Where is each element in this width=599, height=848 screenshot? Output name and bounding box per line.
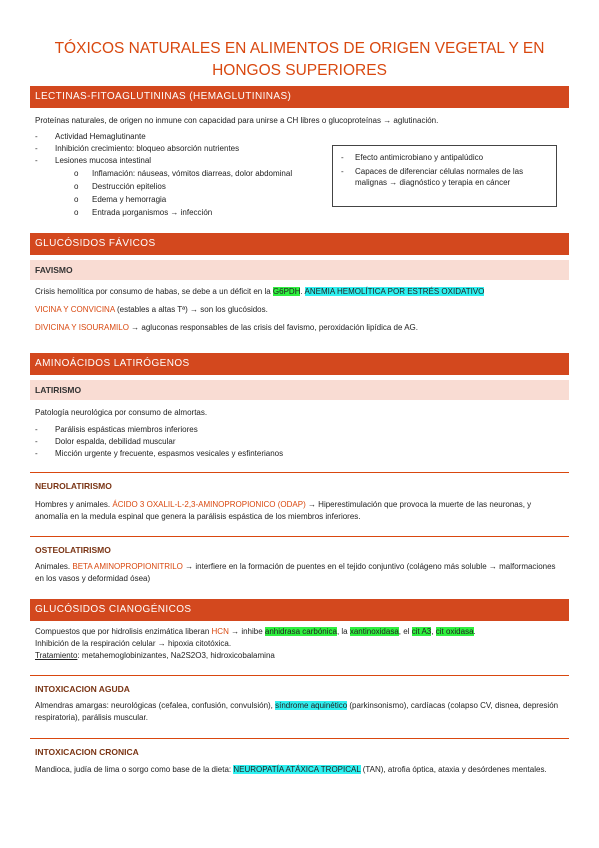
list-item: - Dolor espalda, debilidad muscular: [35, 437, 176, 446]
list-item: o Destrucción epitelios: [74, 182, 166, 191]
list-item: o Edema y hemorragia: [74, 195, 167, 204]
list-item: o Inflamación: náuseas, vómitos diarreas, dolor abdominal: [74, 169, 293, 178]
list-item: - Lesiones mucosa intestinal: [35, 156, 152, 165]
favismo-paragraph-2: VICINA Y CONVICINA (estables a altas Tª) → son los glucósidos.: [35, 305, 268, 314]
neurolatirismo-paragraph: Hombres y animales. ÁCIDO 3 OXALIL-L-2,3-AMINOPROPIONICO (ODAP) → Hiperestimulación que provoca la muerte de las neuronas, y anomalía en la medula espinal que genera la parálisis espástica de los miembros inferiores.: [35, 500, 532, 521]
lectinas-box: [332, 145, 557, 207]
subheader-latirismo: LATIRISMO: [30, 380, 569, 400]
list-item: - Micción urgente y frecuente, espasmos vesicales y esfinterianos: [35, 449, 284, 458]
list-item: - Parálisis espásticas miembros inferiores: [35, 425, 198, 434]
section-header-lectinas: LECTINAS-FITOAGLUTININAS (HEMAGLUTININAS): [30, 86, 569, 108]
cianogenicos-line-1: Compuestos que por hidrolisis enzimática liberan HCN → inhibe anhidrasa carbónica, la xantinoxidasa, el cit A3, cit oxidasa.: [35, 627, 476, 636]
intoxicacion-cronica-paragraph: Mandioca, judía de lima o sorgo como base de la dieta: NEUROPATÍA ATÁXICA TROPICAL (TAN), atrofia óptica, ataxia y desórdenes mentales.: [35, 765, 547, 774]
section-header-cianogenicos: GLUCÓSIDOS CIANOGÉNICOS: [30, 599, 569, 621]
page-title: TÓXICOS NATURALES EN ALIMENTOS DE ORIGEN VEGETAL Y EN HONGOS SUPERIORES: [54, 40, 545, 79]
osteolatirismo-paragraph: Animales. BETA AMINOPROPIONITRILO → interfiere en la formación de puentes en el tejido conjuntivo (colágeno más soluble → malformaciones en los vasos y deformidad ósea): [35, 562, 556, 583]
list-item: - Actividad Hemaglutinante: [35, 132, 146, 141]
cianogenicos-line-2: Inhibición de la respiración celular → hipoxia citotóxica.: [35, 639, 232, 648]
subheader-intoxicacion-cronica: INTOXICACION CRONICA: [30, 738, 569, 754]
list-item: - Inhibición crecimiento: bloqueo absorción nutrientes: [35, 144, 240, 153]
favismo-paragraph-1: Crisis hemolítica por consumo de habas, se debe a un déficit en la G6PDH. ANEMIA HEMOLÍTICA POR ESTRÉS OXIDATIVO: [35, 287, 485, 296]
list-item: - Efecto antimicrobiano y antipalúdico: [341, 153, 484, 162]
subheader-neurolatirismo: NEUROLATIRISMO: [30, 472, 569, 488]
section-header-latirogenos: AMINOÁCIDOS LATIRÓGENOS: [30, 353, 569, 375]
lectinas-intro: Proteínas naturales, de origen no inmune con capacidad para unirse a CH libres o glucoproteínas → aglutinación.: [35, 116, 439, 125]
favismo-paragraph-3: DIVICINA Y ISOURAMILO → agluconas responsables de las crisis del favismo, peroxidación lipídica de AG.: [35, 323, 418, 332]
list-item: o Entrada μorganismos → infección: [74, 208, 213, 217]
subheader-favismo: FAVISMO: [30, 260, 569, 280]
section-header-favicos: GLUCÓSIDOS FÁVICOS: [30, 233, 569, 255]
subheader-osteolatirismo: OSTEOLATIRISMO: [30, 536, 569, 552]
list-item: - Capaces de diferenciar células normales de las malignas → diagnóstico y terapia en cáncer: [341, 166, 524, 187]
cianogenicos-line-3: Tratamiento: metahemoglobinizantes, Na2S2O3, hidroxicobalamina: [35, 651, 275, 660]
intoxicacion-aguda-paragraph: Almendras amargas: neurológicas (cefalea, confusión, convulsión), síndrome aquinético (parkinsonismo), cardíacas (colapso CV, disnea, depresión respiratoria), parálisis muscular.: [35, 701, 559, 722]
subheader-intoxicacion-aguda: INTOXICACION AGUDA: [30, 675, 569, 691]
latirismo-intro: Patología neurológica por consumo de almortas.: [35, 408, 208, 417]
